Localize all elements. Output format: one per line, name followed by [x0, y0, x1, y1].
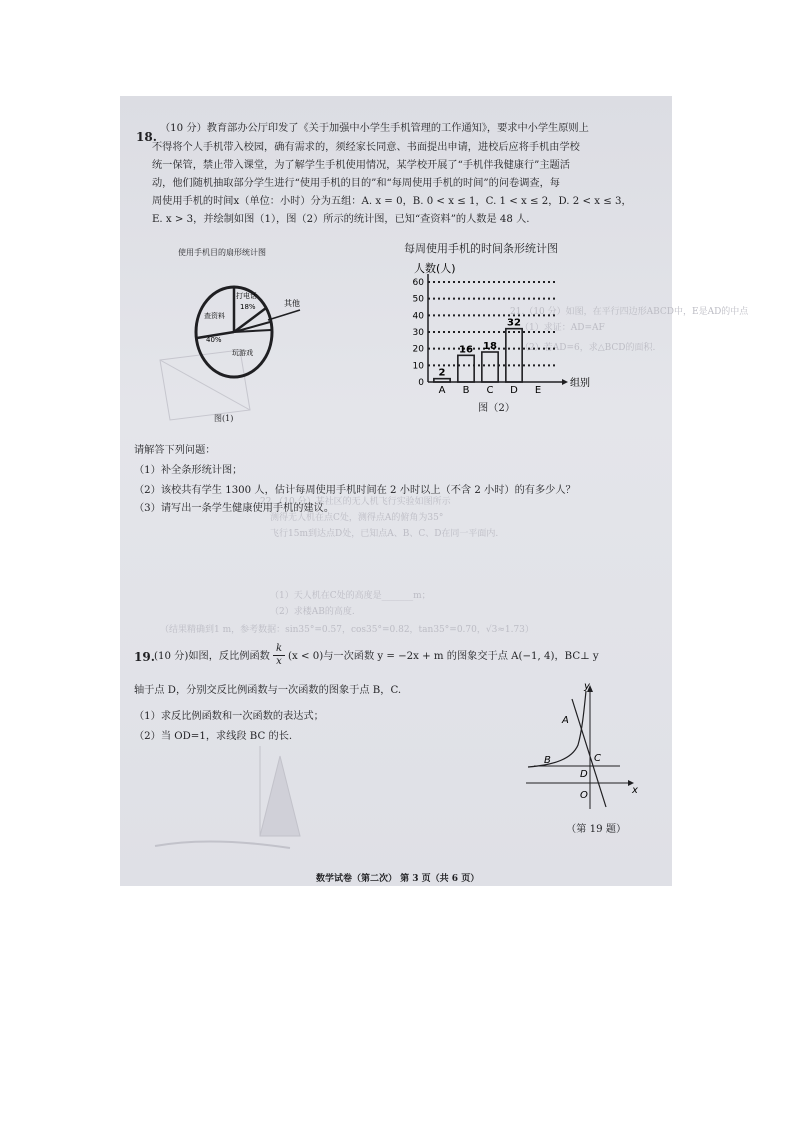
- bar-category-label: A: [438, 385, 446, 396]
- q18-sub-2: （2）该校共有学生 1300 人，估计每周使用手机时间在 2 小时以上（不含 2 小时）的有多少人？: [134, 485, 576, 496]
- pie-label-game: 玩游戏: [232, 349, 253, 357]
- label-d: D: [580, 769, 588, 780]
- bar-chart-title: 每周使用手机的时间条形统计图: [404, 242, 558, 255]
- exam-paper: 21.（10 分）如图，在平行四边形ABCD中，E是AD的中点 （1）求证：AD=AF （2）若AD=6，求△BCD的面积. 22.（10 分）某社区的无人机飞行实验如图所示 测得无人机在点C处，测得点A的俯角为35° 飞行15m到达点D处，已知点A、B、C、D在同一平面内. （1）天人机在C处的高度是_______m； （2）求楼AB的高度. （结果精确到1 m，参考数据：sin35°=0.57，cos35°=0.82，tan35°=0.70，√3≈1.73） 18. （10 分）教育部办公厅印发了《关于加强中小学生手机管理的工作通知》，要求中小学生原则上 不得将个人手机带入校园，确有需求的，须经家长同意、书面提出申请，进校后应将手机由学校 统一保管，禁止带入课堂，为了解学生手机使用情况，某学校开展了“手机伴我健康行”主题活 动，他们随机抽取部分学生进行“使用手机的目的”和“每周使用手机的时间”的问卷调查，每 周使用手机的时间x（单位：小时）分为五组：A. x = 0，B. 0 < x ≤ 1，C. 1 < x ≤ 2，D. 2 < x ≤ 3， E. x > 3，并绘制如图（1），图（2）所示的统计图，已知“查资料”的人数是 48 人. 使用手机目的扇形统计图 打电话 18% 查资料 40% 玩游戏 其他 图(1) 每周使用手机的时间条形统计图 人数(人) 组别 0 10 20 30 40 50 60 A 2 B 16 C 18 D 32 E 图（2） 请解答下列问题： （1）补全条形统计图； （2）该校共有学生 1300 人，估计每周使用手机时间在 2 小时以上（不含 2 小时）的有多少人？ （3）请写出一条学生健康使用手机的建议。 19. (10 分)如图，反比例函数 $\frac{k}{x}$ (x < 0)与一次函数 y = −2x + m 的图象交于点 A(−1, 4)，BC⊥ y 轴于点 D，分别交反比例函数与一次函数的图象于点 B，C. （1）求反比例函数和一次函数的表达式； （2）当 OD=1，求线段 BC 的长. y x A B C D O （第 19 题） 数学试卷（第二次） 第 3 页（共 6 页）: [120, 96, 672, 886]
- bar-category-label: E: [534, 385, 542, 396]
- hyperbola-curve: [528, 691, 586, 767]
- label-x: x: [632, 785, 638, 796]
- bar-x-axis-arrow-icon: [562, 379, 568, 385]
- q19-number: 19.: [134, 650, 155, 664]
- bar-ytick-label: 30: [412, 328, 424, 338]
- pie-label-search-pct: 40%: [206, 336, 222, 344]
- bar-ylabel: 人数(人): [414, 262, 456, 275]
- ghost-tower-figure: [150, 736, 350, 866]
- pie-label-other: 其他: [284, 299, 300, 308]
- bar-ytick-label: 60: [412, 278, 424, 288]
- q19-figure-caption: （第 19 题）: [566, 824, 627, 835]
- q18-sub-3: （3）请写出一条学生健康使用手机的建议。: [134, 503, 335, 514]
- q19-sub-1: （1）求反比例函数和一次函数的表达式；: [134, 711, 324, 722]
- pie-label-search: 查资料: [204, 312, 225, 320]
- bar-data-label: 2: [438, 367, 446, 379]
- q18-number: 18.: [136, 130, 157, 144]
- bar-category-label: B: [462, 385, 470, 396]
- bar-ytick-label: 50: [412, 294, 424, 305]
- label-o: O: [580, 790, 588, 801]
- bar: [434, 379, 450, 382]
- label-b: B: [544, 755, 551, 766]
- bar: [482, 352, 498, 382]
- q18-sub-intro: 请解答下列问题：: [134, 445, 216, 456]
- bar-ytick-label: 20: [412, 344, 424, 355]
- label-y: y: [584, 681, 590, 692]
- q19-sub-2: （2）当 OD=1，求线段 BC 的长.: [134, 731, 293, 742]
- q19-frac-denominator: x: [276, 656, 282, 667]
- bar-data-label: 32: [507, 317, 521, 329]
- q18-line-1: （10 分）教育部办公厅印发了《关于加强中小学生手机管理的工作通知》，要求中小学生原则上: [160, 123, 589, 134]
- bar-ytick-label: 0: [418, 378, 424, 388]
- q18-line-3: 统一保管，禁止带入课堂，为了解学生手机使用情况，某学校开展了“手机伴我健康行”主题活: [152, 160, 570, 171]
- bar-data-label: 18: [483, 341, 497, 352]
- q19-function-graph: [520, 681, 640, 811]
- q18-line-5: 周使用手机的时间x（单位：小时）分为五组：A. x = 0，B. 0 < x ≤ 1，C. 1 < x ≤ 2，D. 2 < x ≤ 3，: [152, 196, 632, 207]
- bar-category-label: D: [510, 385, 518, 396]
- bar-chart: [400, 260, 590, 400]
- bar-ytick-label: 40: [412, 311, 424, 322]
- page-footer: 数学试卷（第二次） 第 3 页（共 6 页）: [316, 874, 480, 884]
- pie-caption: 图(1): [214, 414, 234, 423]
- bar-ytick-label: 10: [412, 361, 424, 372]
- bar: [506, 329, 522, 382]
- q18-line-2: 不得将个人手机带入校园，确有需求的，须经家长同意、书面提出申请，进校后应将手机由学校: [152, 142, 580, 153]
- q19-line-1a: (10 分)如图，反比例函数: [154, 651, 270, 662]
- q18-sub-1: （1）补全条形统计图；: [134, 465, 243, 476]
- q19-line-2: 轴于点 D，分别交反比例函数与一次函数的图象于点 B，C.: [134, 685, 402, 696]
- q18-line-6: E. x > 3，并绘制如图（1），图（2）所示的统计图，已知“查资料”的人数是 48 人.: [152, 214, 530, 225]
- bar-xlabel: 组别: [570, 378, 590, 389]
- pie-label-call-pct: 18%: [240, 303, 256, 311]
- bar-data-label: 16: [459, 344, 473, 356]
- pie-title: 使用手机目的扇形统计图: [178, 248, 266, 257]
- q19-fraction: [273, 643, 285, 668]
- bar-caption: 图（2）: [478, 403, 516, 414]
- bar: [458, 355, 474, 382]
- q19-line-1b: (x < 0)与一次函数 y = −2x + m 的图象交于点 A(−1, 4)，BC⊥ y: [288, 651, 599, 662]
- pie-leader-line: [268, 310, 300, 320]
- label-c: C: [594, 753, 601, 764]
- q19-frac-numerator: k: [273, 643, 285, 656]
- pie-label-call: 打电话: [236, 292, 257, 300]
- pie-chart: [180, 276, 310, 386]
- bar-category-label: C: [486, 385, 494, 396]
- label-a: A: [562, 715, 569, 726]
- q18-line-4: 动，他们随机抽取部分学生进行“使用手机的目的”和“每周使用手机的时间”的问卷调查，每: [152, 178, 560, 189]
